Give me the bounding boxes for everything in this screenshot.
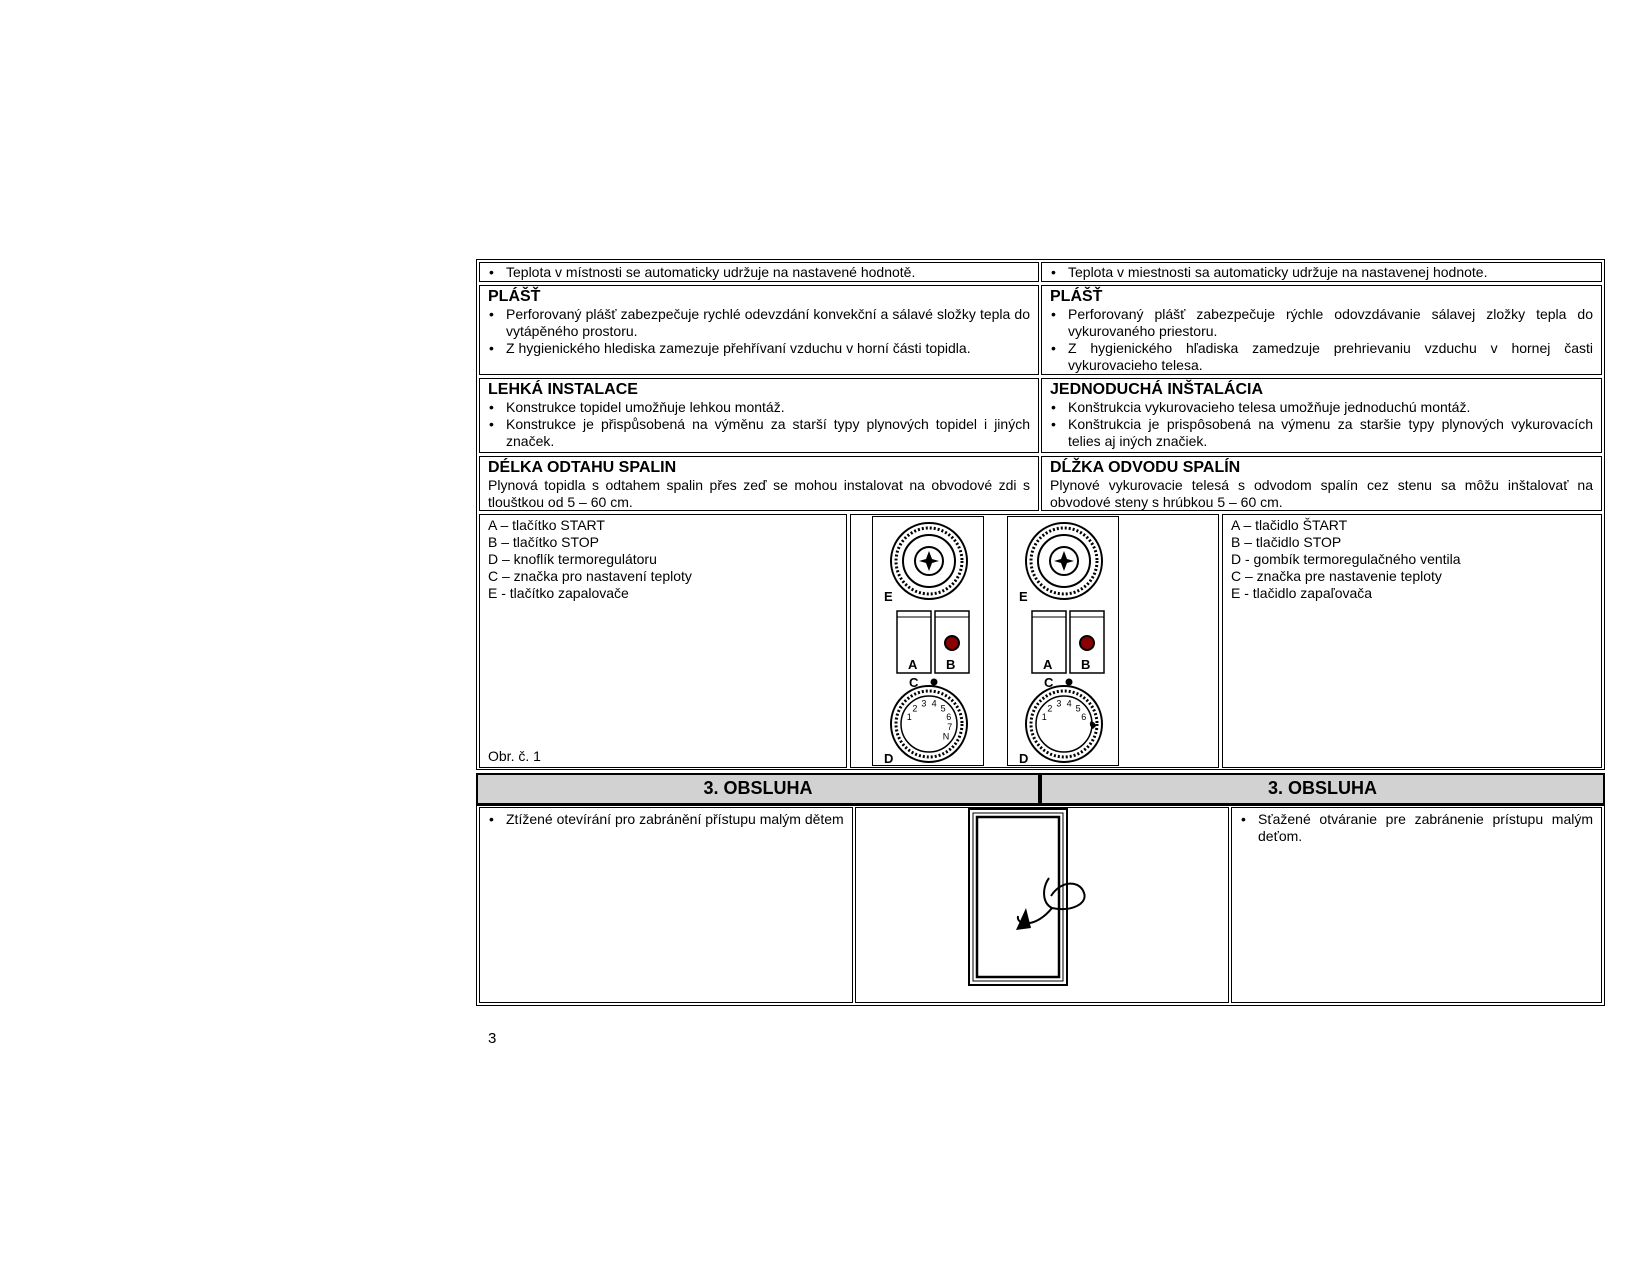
page-number: 3 (488, 1030, 497, 1047)
dial-number: 6 (946, 711, 952, 722)
obsluha-right-cell (1231, 807, 1602, 1003)
label-c: C (1044, 675, 1054, 690)
label-a: A (1043, 657, 1053, 672)
label-b: B (1081, 657, 1091, 672)
right-legend-b: B – tlačidlo STOP (1231, 534, 1342, 550)
section-title-left: 3. OBSLUHA (703, 778, 813, 798)
left-plast-item-1: • Perforovaný plášť zabezpečuje rychlé odevzdání konvekční a sálavé složky tepla do vytápěného prostoru. (506, 306, 1030, 340)
left-legend-b: B – tlačítko STOP (488, 534, 600, 550)
figure-caption: Obr. č. 1 (488, 748, 541, 764)
left-instalace-item-1: • Konstrukce topidel umožňuje lehkou montáž. (506, 399, 1030, 416)
dial-number: 3 (1056, 698, 1062, 709)
right-legend-cell (1222, 514, 1602, 768)
left-instalace-cell (479, 378, 1039, 453)
thermostat-knob-d[interactable] (891, 686, 967, 762)
left-plast-cell (479, 285, 1039, 375)
label-a: A (908, 657, 918, 672)
label-d: D (884, 751, 894, 766)
right-delka-cell (1041, 456, 1602, 511)
label-d: D (1019, 751, 1029, 766)
dial-number: 1 (1041, 711, 1047, 722)
label-b: B (946, 657, 956, 672)
right-temp-bullet: • Teplota v miestnosti sa automaticky udržuje na nastavenej hodnote. (1068, 264, 1593, 281)
obsluha-left-cell (479, 807, 853, 1003)
flame-icon (1090, 721, 1096, 729)
right-legend-d: D - gombík termoregulačného ventila (1231, 551, 1461, 567)
temperature-mark-c (1066, 679, 1073, 686)
dial-number: 5 (1075, 703, 1081, 714)
left-instalace-item-2: • Konstrukce je přispůsobená na výměnu za starší typy plynových topidel i jiných značek. (506, 416, 1030, 450)
section-title-right: 3. OBSLUHA (1267, 778, 1377, 798)
right-instalace-cell (1041, 378, 1602, 453)
right-instalace-heading: JEDNODUCHÁ INŠTALÁCIA (1050, 381, 1264, 398)
heater-door-icon (969, 809, 1067, 985)
dial-number: 7 (947, 721, 953, 732)
control-panel-right-drawing (1008, 517, 1120, 767)
right-delka-text: Plynové vykurovacie telesá s odvodom spalín cez stenu sa môžu inštalovať na obvodové steny s hrúbkou 5 – 60 cm. (1050, 477, 1593, 510)
stop-indicator-icon (945, 636, 959, 650)
left-instalace-heading: LEHKÁ INSTALACE (488, 381, 638, 398)
left-legend-d: D – knoflík termoregulátoru (488, 551, 657, 567)
dial-number: 1 (906, 711, 912, 722)
dial-number: 2 (912, 703, 918, 714)
ignition-knob-icon (1026, 523, 1102, 599)
right-delka-heading: DĹŽKA ODVODU SPALÍN (1050, 459, 1241, 476)
label-e: E (1019, 589, 1028, 604)
control-panel-left (872, 516, 984, 766)
section-header-right (1040, 773, 1605, 805)
door-rotation-illustration (856, 808, 1230, 1004)
label-e: E (884, 589, 893, 604)
right-plast-item-2: • Z hygienického hľadiska zamedzuje prehrievaniu vzduchu v hornej časti vykurovacieho telesa. (1068, 340, 1593, 374)
section-header-left (476, 773, 1040, 805)
left-plast-item-2: • Z hygienického hlediska zamezuje přehřívaní vzduchu v horní části topidla. (506, 340, 1030, 357)
right-temp-cell (1041, 262, 1602, 282)
ignition-knob-icon (891, 523, 967, 599)
dial-number: 6 (1081, 711, 1087, 722)
right-legend-a: A – tlačidlo ŠTART (1231, 517, 1348, 533)
dial-number: 5 (940, 703, 946, 714)
left-temp-bullet: • Teplota v místnosti se automaticky udržuje na nastavené hodnotě. (506, 264, 1030, 281)
right-plast-heading: PLÁŠŤ (1050, 288, 1103, 305)
obsluha-figure-cell (855, 807, 1229, 1003)
dial-number: 4 (931, 698, 937, 709)
right-plast-item-1: • Perforovaný plášť zabezpečuje rýchle odovzdávanie sálavej zložky tepla do vykurovaného priestoru. (1068, 306, 1593, 340)
left-plast-heading: PLÁŠŤ (488, 288, 541, 305)
left-legend-a: A – tlačítko START (488, 517, 605, 533)
control-panel-left-drawing (873, 517, 985, 767)
left-legend-e: E - tlačítko zapalovače (488, 585, 629, 601)
temperature-mark-c (931, 679, 938, 686)
left-temp-cell (479, 262, 1039, 282)
right-plast-cell (1041, 285, 1602, 375)
left-delka-cell (479, 456, 1039, 511)
right-legend-c: C – značka pre nastavenie teploty (1231, 568, 1442, 584)
left-delka-text: Plynová topidla s odtahem spalin přes zeď se mohou instalovat na obvodové zdi s tlouštkou od 5 – 60 cm. (488, 477, 1030, 510)
rotate-arrow-icon (1016, 878, 1085, 930)
obsluha-left-item: • Ztížené otevírání pro zabránění přístupu malým dětem (506, 811, 844, 828)
left-legend-cell (479, 514, 847, 768)
left-legend-c: C – značka pro nastavení teploty (488, 568, 692, 584)
right-instalace-item-2: • Konštrukcia je prispôsobená na výmenu za staršie typy plynových vykurovacích telies aj iných značiek. (1068, 416, 1593, 450)
dial-right-scale (1042, 699, 1086, 722)
dial-number: 3 (921, 698, 927, 709)
right-legend-e: E - tlačidlo zapaľovača (1231, 585, 1373, 601)
dial-left-scale (907, 699, 953, 742)
dial-number: 4 (1066, 698, 1072, 709)
label-c: C (909, 675, 919, 690)
control-panel-right (1007, 516, 1119, 766)
obsluha-right-item: • Sťažené otváranie pre zabránenie prístupu malým deťom. (1258, 811, 1593, 845)
dial-number: N (942, 731, 950, 742)
left-delka-heading: DÉLKA ODTAHU SPALIN (488, 459, 677, 476)
dial-number: 2 (1047, 703, 1053, 714)
right-instalace-item-1: • Konštrukcia vykurovacieho telesa umožňuje jednoduchú montáž. (1068, 399, 1593, 416)
stop-indicator-icon (1080, 636, 1094, 650)
